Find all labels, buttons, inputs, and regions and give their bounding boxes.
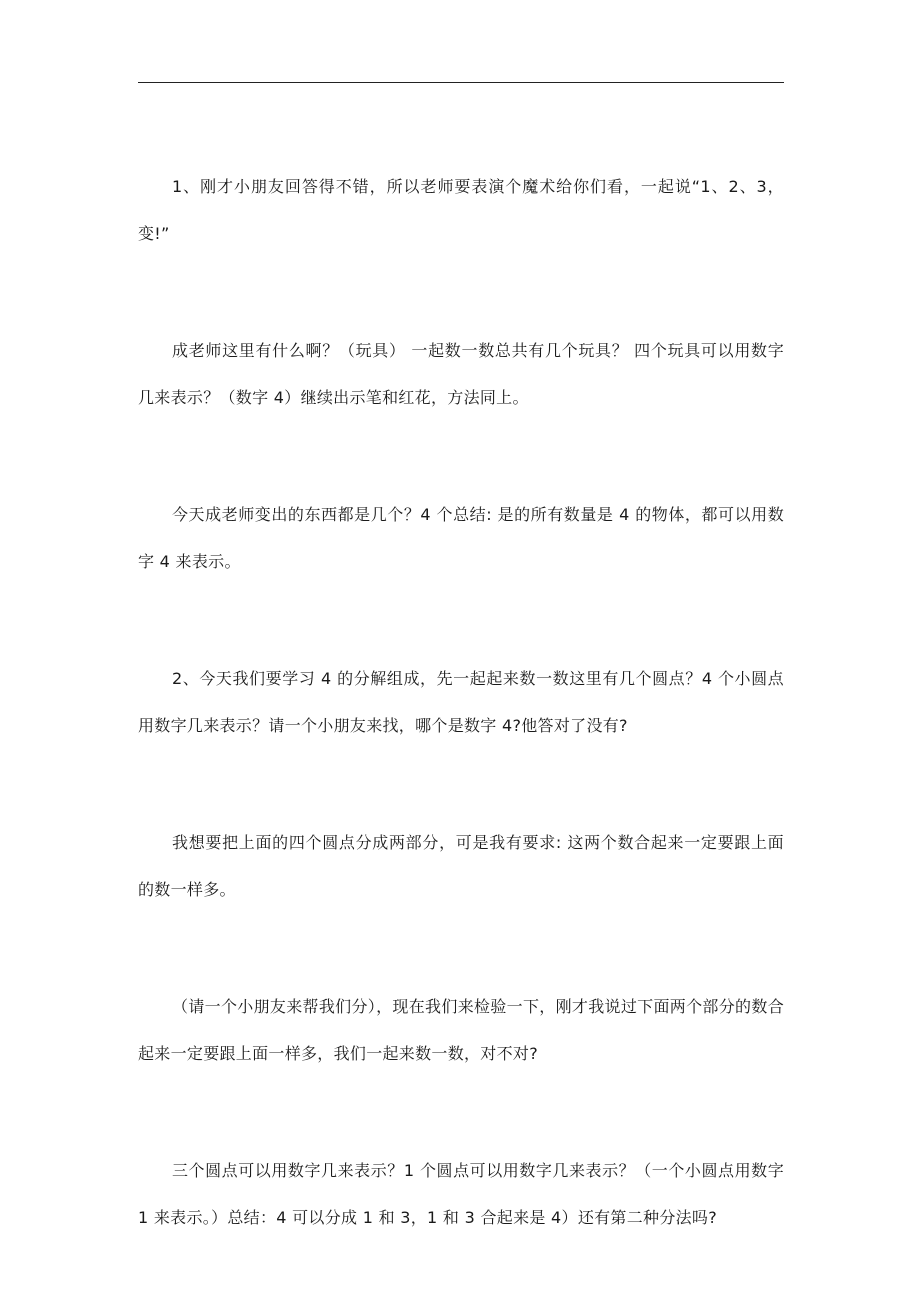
paragraph-4: 2、今天我们要学习 4 的分解组成，先一起起来数一数这里有几个圆点？4 个小圆点用数字几来表示？请一个小朋友来找，哪个是数字 4?他答对了没有? bbox=[138, 669, 784, 735]
paragraph-5: 我想要把上面的四个圆点分成两部分，可是我有要求: 这两个数合起来一定要跟上面的数一样多。 bbox=[138, 833, 784, 899]
header-rule bbox=[138, 82, 784, 83]
paragraph-2: 成老师这里有什么啊？（玩具） 一起数一数总共有几个玩具？ 四个玩具可以用数字几来表示？（数字 4）继续出示笔和红花，方法同上。 bbox=[138, 341, 784, 407]
paragraph-6: （请一个小朋友来帮我们分），现在我们来检验一下，刚才我说过下面两个部分的数合起来一定要跟上面一样多，我们一起来数一数，对不对? bbox=[138, 997, 784, 1063]
paragraph-1: 1、刚才小朋友回答得不错，所以老师要表演个魔术给你们看，一起说“1、2、3，变!” bbox=[138, 177, 784, 243]
document-body bbox=[138, 163, 784, 1241]
paragraph-3: 今天成老师变出的东西都是几个？4 个总结: 是的所有数量是 4 的物体，都可以用数字 4 来表示。 bbox=[138, 505, 784, 571]
paragraph-7: 三个圆点可以用数字几来表示？1 个圆点可以用数字几来表示？（一个小圆点用数字 1 来表示。）总结：4 可以分成 1 和 3，1 和 3 合起来是 4）还有第二种分法吗? bbox=[138, 1161, 784, 1227]
